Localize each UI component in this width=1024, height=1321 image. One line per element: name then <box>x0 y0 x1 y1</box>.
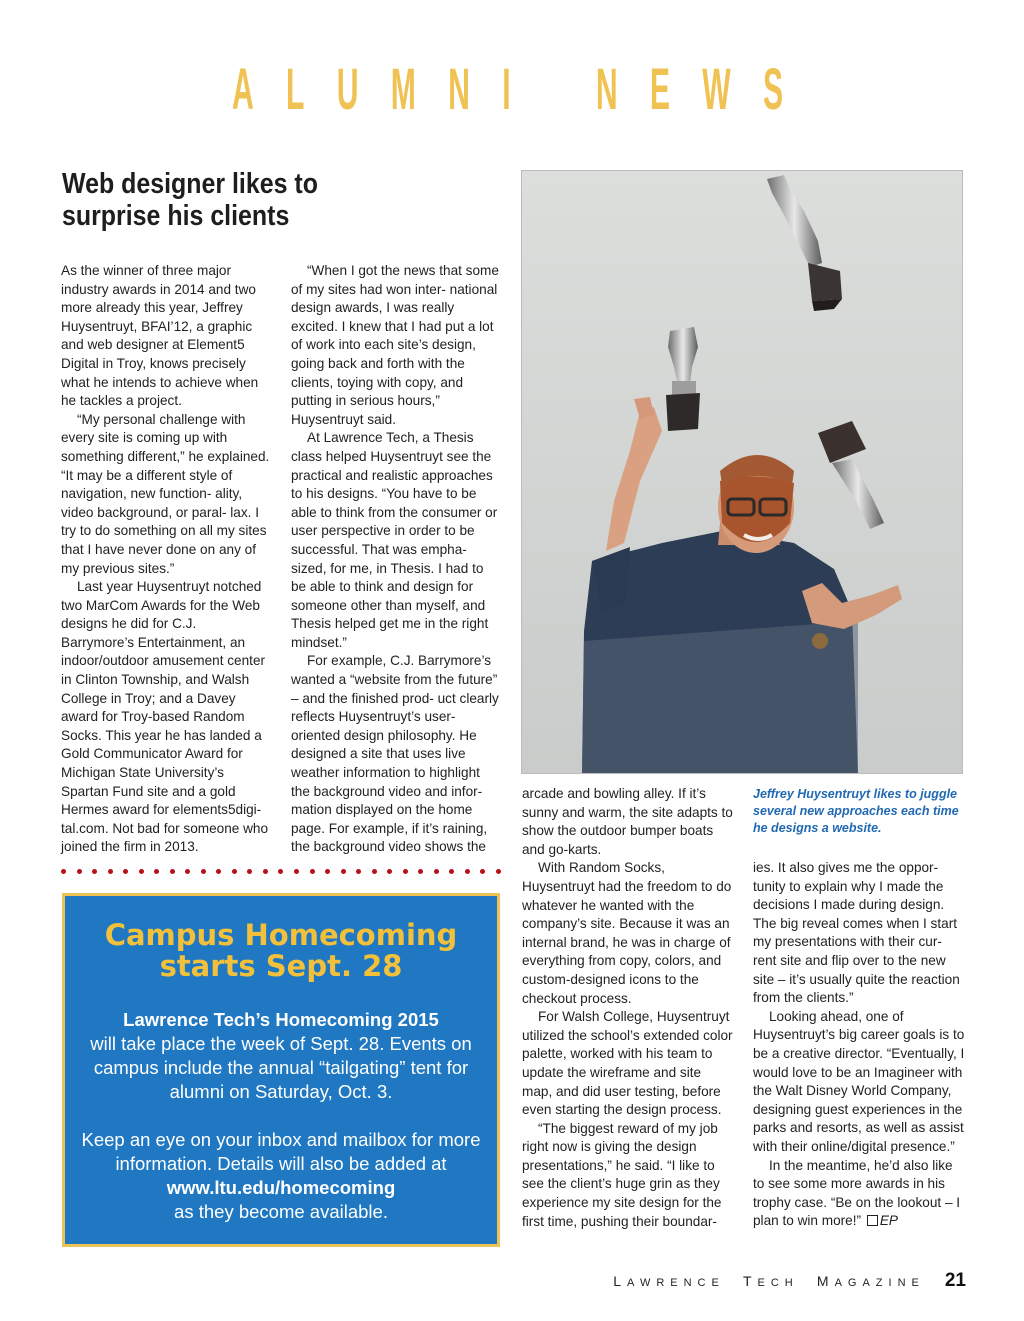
magazine-initial: L <box>613 1273 628 1289</box>
article-paragraph <box>753 1157 967 1231</box>
promo-title <box>65 920 497 982</box>
masthead-letter: I <box>502 56 511 122</box>
promo-body-lead: Lawrence Tech’s Homecoming 2015 <box>123 1009 439 1030</box>
masthead-letter: W <box>702 56 731 122</box>
masthead-letter: S <box>763 56 784 122</box>
article-paragraph: For Walsh College, Huysentruyt utilized the school’s extended color palette, worked with his team to update the wireframe and site map, and did user testing, before even starting the design process. <box>522 1009 733 1118</box>
author-initials: EP <box>879 1213 898 1229</box>
article-paragraph: At Lawrence Tech, a Thesis class helped Huysentruyt see the practical and realistic approaches to his designs. “You have to be able to think from the consumer or user perspective in order to be successful. That was empha- sized, for me, in Thesis. I had to be able to think and design for someone other than myself, and Thesis helped get me in the right mindset.” <box>291 430 498 650</box>
headline-line: Web designer likes to <box>62 168 318 200</box>
magazine-word: ECH <box>757 1277 799 1289</box>
magazine-word: AWRENCE <box>627 1277 725 1289</box>
masthead-letter: M <box>390 56 416 122</box>
promo-body-text: will take place the week of Sept. 28. Events on campus include the annual “tailgating” tent for alumni on Saturday, Oct. 3. <box>90 1033 472 1102</box>
article-headline <box>62 168 492 232</box>
promo-body <box>79 1128 483 1224</box>
article-paragraph: Last year Huysentruyt notched two MarCom Awards for the Web designs he did for C.J. Barrymore’s Entertainment, an indoor/outdoor amusement center in Clinton Township, and Walsh College in Troy; and a Davey award for Troy-based Random Socks. This year he has landed a Gold Communicator Award for Michigan State University’s Spartan Fund site and a gold Hermes award for elements5digi- tal.com. Not bad for someone who joined the firm in 2013. <box>61 579 269 855</box>
section-masthead <box>232 58 783 120</box>
article-paragraph: arcade and bowling alley. If it’s sunny and warm, the site adapts to show the outdoor bumper boats and go-karts. <box>522 786 733 857</box>
article-paragraph: “The biggest reward of my job right now is giving the design presentations,” he said. “I like to see the client’s huge grin as they experience my site design for the first time, pushing their boundar- <box>522 1120 722 1229</box>
homecoming-promo-box <box>62 893 500 1247</box>
magazine-initial: M <box>816 1273 835 1289</box>
photo-illustration <box>522 171 963 774</box>
juggling-trophies-photo <box>521 170 963 774</box>
article-paragraph: For example, C.J. Barrymore’s wanted a “website from the future” – and the finished prod- uct clearly reflects Huysentruyt’s user-oriented design philosophy. He designed a site that uses live weather information to highlight the background video and infor- mation displayed on the home page. For example, if it’s raining, the background video shows the <box>291 653 499 855</box>
masthead-letter: U <box>336 56 359 122</box>
end-mark-icon <box>867 1215 878 1226</box>
homecoming-link[interactable]: www.ltu.edu/homecoming <box>166 1177 396 1198</box>
magazine-word: AGAZINE <box>834 1277 925 1289</box>
article-column-4 <box>753 859 967 1231</box>
article-column-2 <box>291 262 499 857</box>
article-paragraph: “When I got the news that some of my sites had won inter- national design awards, I was really excited. I knew that I had put a lot of work into each site’s design, going back and forth with the clients, toying with copy, and putting in serious hours,” Huysentruyt said. <box>291 263 499 427</box>
article-column-3 <box>522 785 734 1231</box>
masthead-letter: N <box>448 56 470 122</box>
page-number: 21 <box>944 1270 966 1291</box>
headline-line: surprise his clients <box>62 200 290 232</box>
promo-body <box>79 1008 483 1104</box>
article-paragraph: ies. It also gives me the oppor- tunity to explain why I made the decisions I made during design. The big reveal comes when I start my presentations with their cur- rent site and flip over to the new site – it’s usually quite the reaction from the clients.” <box>753 860 960 1006</box>
article-closing-text: In the meantime, he’d also like to see some more awards in his trophy case. “Be on the lookout – I plan to win more!” <box>753 1157 961 1229</box>
photo-caption: Jeffrey Huysentruyt likes to juggle several new approaches each time he designs a website. <box>753 787 959 835</box>
promo-title-line: starts Sept. 28 <box>159 949 403 983</box>
masthead-letter: N <box>595 56 618 122</box>
promo-body-text: Keep an eye on your inbox and mailbox for more information. Details will also be added at <box>81 1129 481 1174</box>
article-paragraph: Looking ahead, one of Huysentruyt’s big career goals is to be a creative director. “Eventually, I would love to be an Imagineer with the Walt Disney World Company, designing guest experiences in the parks and resorts, as well as assist with their online/digital presence.” <box>753 1008 965 1154</box>
page-footer <box>613 1270 966 1294</box>
masthead-letter: A <box>232 56 254 122</box>
masthead-letter: L <box>286 56 305 122</box>
article-column-1 <box>61 262 273 857</box>
dotted-divider <box>61 866 501 876</box>
magazine-initial: T <box>742 1273 758 1289</box>
article-paragraph: “My personal challenge with every site is coming up with something different,” he explained. “It may be a different style of navigation, new function- ality, video background, or paral- lax. I try to do something on all my sites that I have never done on any of my previous sites.” <box>61 411 270 576</box>
magazine-name <box>613 1273 925 1289</box>
promo-body-text: as they become available. <box>174 1201 388 1222</box>
article-paragraph: With Random Socks, Huysentruyt had the freedom to do whatever he wanted with the company’s site. Because it was an internal brand, he was in charge of everything from copy, colors, and custom-designed icons to the checkout process. <box>522 860 732 1006</box>
promo-title-line: Campus Homecoming <box>104 918 458 952</box>
masthead-letter: E <box>649 56 671 122</box>
article-paragraph: As the winner of three major industry awards in 2014 and two more already this year, Jeffrey Huysentruyt, BFAI’12, a graphic and web designer at Element5 Digital in Troy, knows precisely what he intends to achieve when he tackles a project. <box>61 263 259 409</box>
